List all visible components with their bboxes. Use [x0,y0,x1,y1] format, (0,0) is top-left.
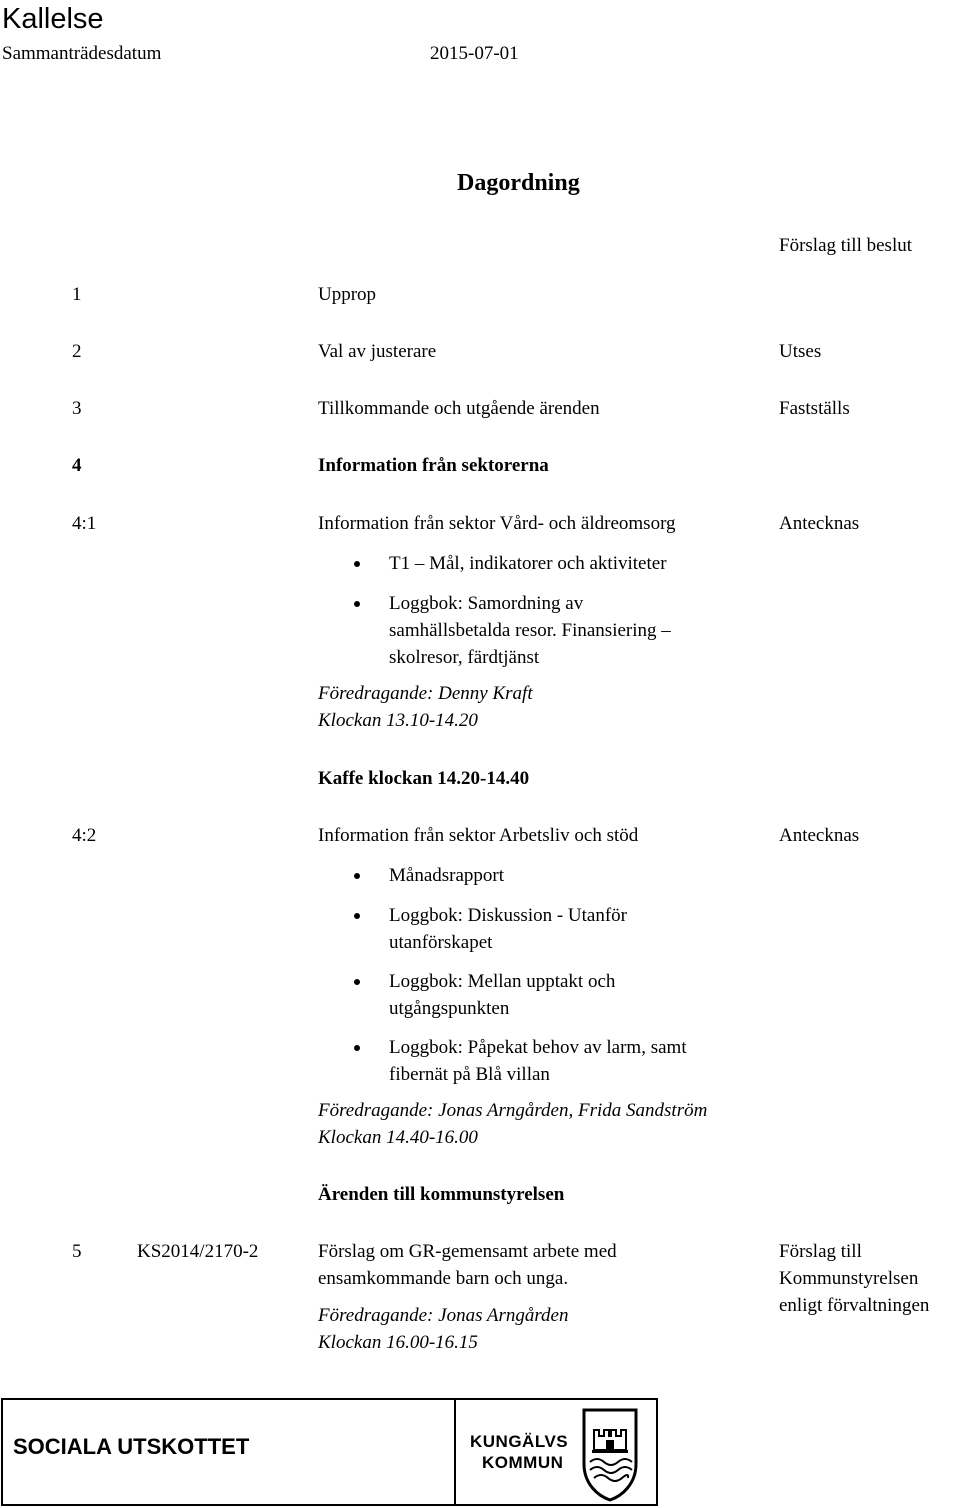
item-1-number: 1 [72,284,82,305]
item-4-2-bullet-3-line-2: utgångspunkten [389,998,510,1019]
document-title: Kallelse [2,3,104,35]
footer-logo-box [454,1398,658,1506]
item-4-2-bullet-1: Månadsrapport [389,865,505,886]
bullet-dot [354,979,360,985]
logo-text-line-2: KOMMUN [482,1453,564,1472]
item-4-2-bullet-3-line-1: Loggbok: Mellan upptakt och [389,971,616,992]
item-5-text-line-2: ensamkommande barn och unga. [318,1268,569,1289]
item-2-text: Val av justerare [318,341,437,362]
coffee-break: Kaffe klockan 14.20-14.40 [318,768,530,789]
item-3-number: 3 [72,398,82,419]
item-4-1-time: Klockan 13.10-14.20 [318,710,478,731]
item-4-2-bullet-4-line-1: Loggbok: Påpekat behov av larm, samt [389,1037,687,1058]
item-4-1-bullet-2-line-3: skolresor, färdtjänst [389,647,540,668]
bullet-dot [354,913,360,919]
bullet-dot [354,601,360,607]
item-4-2-bullet-2-line-2: utanförskapet [389,932,493,953]
item-4-2-presenter: Föredragande: Jonas Arngården, Frida Sandström [318,1100,708,1121]
agenda-title: Dagordning [457,170,580,196]
date-label: Sammanträdesdatum [2,43,162,64]
item-4-1-presenter: Föredragande: Denny Kraft [318,683,533,704]
item-4-1-decision: Antecknas [779,513,860,534]
section-heading: Ärenden till kommunstyrelsen [318,1184,565,1205]
date-value: 2015-07-01 [430,43,519,64]
item-3-decision: Fastställs [779,398,850,419]
footer-committee-box [1,1398,456,1506]
bullet-dot [354,561,360,567]
item-4-2-text: Information från sektor Arbetsliv och stöd [318,825,639,846]
item-5-case-id: KS2014/2170-2 [137,1241,259,1262]
item-5-presenter: Föredragande: Jonas Arngården [318,1305,569,1326]
item-4-1-number: 4:1 [72,513,97,534]
item-4-2-decision: Antecknas [779,825,860,846]
item-3-text: Tillkommande och utgående ärenden [318,398,600,419]
item-4-1-bullet-2-line-2: samhällsbetalda resor. Finansiering – [389,620,671,641]
item-5-text-line-1: Förslag om GR-gemensamt arbete med [318,1241,617,1262]
item-5-decision-line-3: enligt förvaltningen [779,1295,930,1316]
kungalv-coat-of-arms-icon [580,1406,640,1502]
proposal-header: Förslag till beslut [779,235,912,256]
logo-text-line-1: KUNGÄLVS [470,1432,569,1451]
item-5-decision-line-1: Förslag till [779,1241,862,1262]
item-5-decision-line-2: Kommunstyrelsen [779,1268,919,1289]
committee-name: SOCIALA UTSKOTTET [13,1434,250,1459]
item-4-text: Information från sektorerna [318,455,549,476]
item-1-text: Upprop [318,284,377,305]
item-4-2-number: 4:2 [72,825,97,846]
item-2-number: 2 [72,341,82,362]
item-4-1-text: Information från sektor Vård- och äldreomsorg [318,513,676,534]
item-4-number: 4 [72,455,82,476]
bullet-dot [354,873,360,879]
item-5-number: 5 [72,1241,82,1262]
item-4-2-bullet-2-line-1: Loggbok: Diskussion - Utanför [389,905,628,926]
item-5-time: Klockan 16.00-16.15 [318,1332,478,1353]
item-4-1-bullet-2-line-1: Loggbok: Samordning av [389,593,584,614]
item-4-1-bullet-1: T1 – Mål, indikatorer och aktiviteter [389,553,667,574]
bullet-dot [354,1045,360,1051]
item-4-2-bullet-4-line-2: fibernät på Blå villan [389,1064,550,1085]
item-4-2-time: Klockan 14.40-16.00 [318,1127,478,1148]
item-2-decision: Utses [779,341,822,362]
